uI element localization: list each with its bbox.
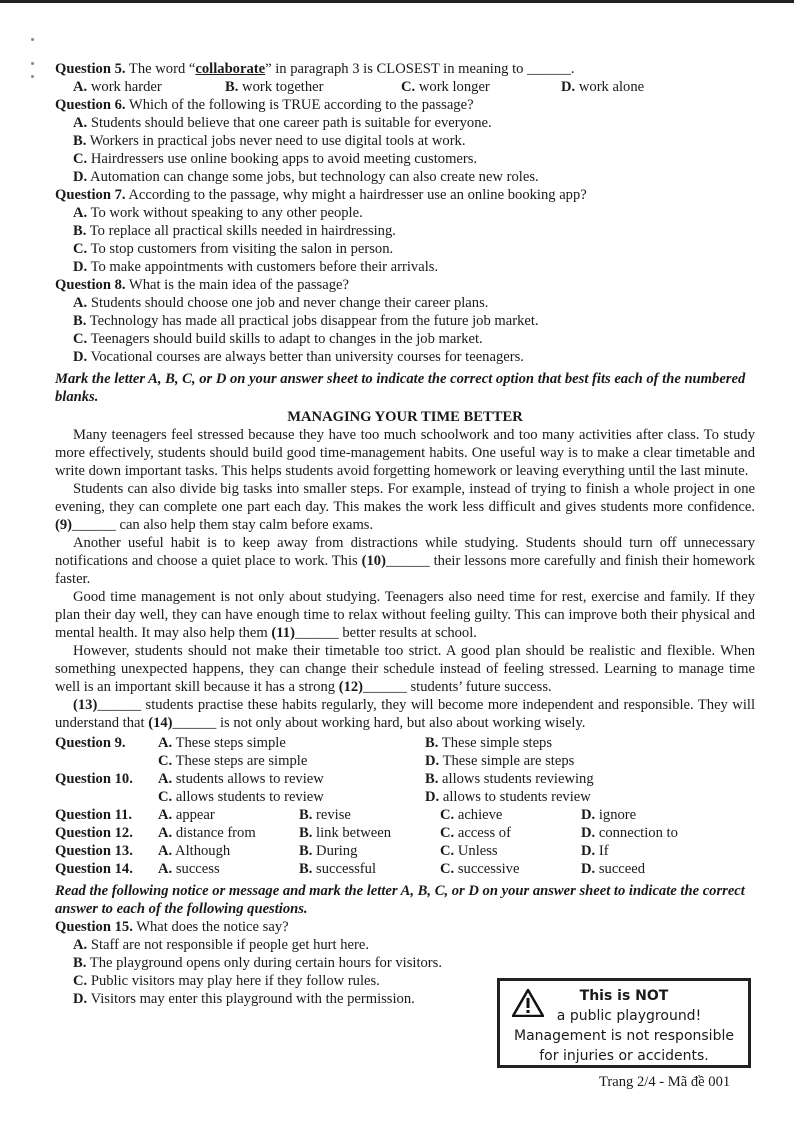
option-d[interactable] xyxy=(425,788,692,806)
option-c[interactable] xyxy=(440,824,581,842)
option-b[interactable] xyxy=(299,806,440,824)
option-letter: C. xyxy=(440,807,455,823)
option-letter: A. xyxy=(73,205,88,221)
option-text: success xyxy=(172,861,220,877)
question-label: Question 13. xyxy=(55,843,133,859)
question-label: Question 10. xyxy=(55,771,133,787)
option-letter: B. xyxy=(73,133,87,149)
question-label: Question 8. xyxy=(55,277,126,293)
option-letter: B. xyxy=(225,79,239,95)
blank-9: (9) xyxy=(55,517,73,533)
blank-13: (13) xyxy=(73,697,98,713)
option-text: work together xyxy=(238,79,324,95)
option-letter: D. xyxy=(561,79,576,95)
option-letter: D. xyxy=(73,259,88,275)
option-letter: B. xyxy=(299,807,313,823)
option-letter: D. xyxy=(425,753,440,769)
option-b[interactable] xyxy=(299,842,440,860)
option-a[interactable] xyxy=(158,824,299,842)
option-text: To stop customers from visiting the salon in person. xyxy=(87,241,394,257)
option-letter: A. xyxy=(158,807,173,823)
option-d[interactable] xyxy=(561,78,644,96)
option-b[interactable] xyxy=(225,78,401,96)
option-letter: C. xyxy=(440,861,455,877)
paragraph-text: Students can also divide big tasks into smaller steps. For example, instead of trying to finish a whole project in one evening, they can complete one part each day. This makes the work less difficult and gives students more confidence. xyxy=(55,481,755,515)
label-spacer xyxy=(55,752,158,770)
option-letter: D. xyxy=(73,991,88,1007)
blank-14: (14) xyxy=(148,715,173,731)
paragraph-text: ______ can also help them stay calm before exams. xyxy=(72,517,374,533)
option-letter: D. xyxy=(425,789,440,805)
option-text: revise xyxy=(312,807,351,823)
option-text: To make appointments with customers before their arrivals. xyxy=(87,259,439,275)
option-letter: C. xyxy=(440,825,455,841)
option-text: successive xyxy=(454,861,520,877)
option-text: To replace all practical skills needed in hairdressing. xyxy=(86,223,396,239)
page-footer: Trang 2/4 - Mã đề 001 xyxy=(599,1074,731,1090)
option-text: Automation can change some jobs, but technology can also create new roles. xyxy=(87,169,539,185)
passage-paragraph-3 xyxy=(55,534,755,588)
option-a[interactable] xyxy=(55,294,755,312)
question-14-row xyxy=(55,860,755,878)
question-text: ” in paragraph 3 is CLOSEST in meaning to ______. xyxy=(265,61,575,77)
option-text: work harder xyxy=(87,79,162,95)
option-d[interactable] xyxy=(55,168,755,186)
question-9-row2 xyxy=(55,752,755,770)
option-text: These steps simple xyxy=(172,735,286,751)
option-text: Students should choose one job and never change their career plans. xyxy=(87,295,489,311)
passage-title: MANAGING YOUR TIME BETTER xyxy=(287,409,523,425)
option-text: The playground opens only during certain hours for visitors. xyxy=(86,955,442,971)
option-letter: D. xyxy=(581,825,596,841)
question-label: Question 12. xyxy=(55,825,133,841)
option-a[interactable] xyxy=(158,770,425,788)
keyword-collaborate: collaborate xyxy=(195,61,266,77)
scan-dot xyxy=(31,38,34,41)
option-text: Although xyxy=(172,843,231,859)
option-c[interactable] xyxy=(440,860,581,878)
notice-line-3: Management is not responsible xyxy=(514,1028,734,1044)
option-c[interactable] xyxy=(158,788,425,806)
paragraph-text: ______ better results at school. xyxy=(294,625,477,641)
blank-12: (12) xyxy=(338,679,364,695)
instruction-notice: Read the following notice or message and mark the letter A, B, C, or D on your answer sheet to indicate the correct answer to each of the following questions. xyxy=(55,883,745,917)
option-text: work longer xyxy=(415,79,490,95)
option-c[interactable] xyxy=(55,330,755,348)
option-b[interactable] xyxy=(55,954,485,972)
question-label: Question 14. xyxy=(55,861,133,877)
notice-line-1: This is NOT xyxy=(579,988,669,1004)
option-text: ignore xyxy=(595,807,637,823)
scan-dot xyxy=(31,62,34,65)
option-text: allows students reviewing xyxy=(438,771,594,787)
question-5 xyxy=(55,60,755,96)
option-a[interactable] xyxy=(158,734,425,752)
question-13-row xyxy=(55,842,755,860)
question-5-stem xyxy=(55,60,755,78)
option-letter: C. xyxy=(73,331,88,347)
option-text: If xyxy=(595,843,609,859)
question-10-row2 xyxy=(55,788,755,806)
question-text: The word “ xyxy=(125,61,196,77)
passage-paragraph-5 xyxy=(55,642,755,696)
question-text: According to the passage, why might a hairdresser use an online booking app? xyxy=(125,187,587,203)
option-text: Public visitors may play here if they follow rules. xyxy=(87,973,380,989)
option-a[interactable] xyxy=(158,806,299,824)
blank-11: (11) xyxy=(271,625,295,641)
option-letter: A. xyxy=(73,115,88,131)
question-7 xyxy=(55,186,755,276)
question-11-row xyxy=(55,806,755,824)
option-text: Vocational courses are always better than university courses for teenagers. xyxy=(87,349,524,365)
option-letter: A. xyxy=(158,771,173,787)
option-text: These steps are simple xyxy=(172,753,308,769)
question-8-stem xyxy=(55,276,755,294)
option-text: These simple steps xyxy=(438,735,553,751)
option-text: To work without speaking to any other people. xyxy=(87,205,363,221)
cloze-choices xyxy=(55,734,755,878)
option-b[interactable] xyxy=(55,132,755,150)
option-d[interactable] xyxy=(581,842,609,860)
option-letter: B. xyxy=(299,843,313,859)
passage-paragraph-1: Many teenagers feel stressed because they have too much schoolwork and too many activities after class. To study more effectively, students should build good time-management habits. One useful way is to make a clear timetable and write down important tasks. This helps students avoid forgetting homework or leaving everything until the last minute. xyxy=(55,427,755,479)
question-8 xyxy=(55,276,755,366)
paragraph-text: ______ their lessons more carefully and finish their homework faster. xyxy=(55,553,755,587)
question-label: Question 5. xyxy=(55,61,126,77)
blank-10: (10) xyxy=(361,553,386,569)
option-letter: A. xyxy=(158,825,173,841)
option-letter: A. xyxy=(158,843,173,859)
option-letter: B. xyxy=(299,825,313,841)
question-12-row xyxy=(55,824,755,842)
option-letter: A. xyxy=(158,861,173,877)
passage-paragraph-2 xyxy=(55,480,755,534)
option-c[interactable] xyxy=(55,972,485,990)
option-b[interactable] xyxy=(425,734,692,752)
option-text: Students should believe that one career path is suitable for everyone. xyxy=(87,115,492,131)
exam-page xyxy=(55,60,755,1008)
option-d[interactable] xyxy=(55,348,755,366)
option-letter: B. xyxy=(73,223,87,239)
question-10-row1 xyxy=(55,770,755,788)
option-text: achieve xyxy=(454,807,503,823)
option-text: succeed xyxy=(595,861,646,877)
option-text: allows students to review xyxy=(172,789,324,805)
question-label: Question 11. xyxy=(55,807,133,823)
option-letter: C. xyxy=(73,151,88,167)
option-text: Teenagers should build skills to adapt to changes in the job market. xyxy=(87,331,483,347)
question-15-stem xyxy=(55,918,485,936)
paragraph-text: ______ is not only about working hard, but also about working wisely. xyxy=(172,715,586,731)
question-6 xyxy=(55,96,755,186)
option-letter: B. xyxy=(425,735,439,751)
paragraph-text: ______ students practise these habits regularly, they will become more independent and responsible. They will understand that xyxy=(55,697,755,731)
option-c[interactable] xyxy=(55,150,755,168)
option-d[interactable] xyxy=(425,752,692,770)
question-15 xyxy=(55,918,485,1008)
question-label: Question 9. xyxy=(55,735,126,751)
option-text: students allows to review xyxy=(172,771,324,787)
option-c[interactable] xyxy=(440,842,581,860)
question-label: Question 7. xyxy=(55,187,126,203)
option-letter: B. xyxy=(73,313,87,329)
option-letter: A. xyxy=(158,735,173,751)
warning-triangle-icon xyxy=(512,989,544,1017)
option-text: Technology has made all practical jobs disappear from the future job market. xyxy=(86,313,539,329)
option-letter: C. xyxy=(401,79,416,95)
option-letter: C. xyxy=(158,789,173,805)
option-c[interactable] xyxy=(440,806,581,824)
option-letter: D. xyxy=(73,349,88,365)
question-text: What does the notice say? xyxy=(132,919,289,935)
option-b[interactable] xyxy=(299,824,440,842)
option-letter: C. xyxy=(440,843,455,859)
option-c[interactable] xyxy=(158,752,425,770)
option-b[interactable] xyxy=(55,312,755,330)
option-text: connection to xyxy=(595,825,678,841)
question-9-row1 xyxy=(55,734,755,752)
option-letter: C. xyxy=(73,241,88,257)
question-5-options xyxy=(55,78,755,96)
scan-dot xyxy=(31,75,34,78)
notice-sign xyxy=(497,978,751,1068)
option-a[interactable] xyxy=(55,204,755,222)
option-letter: A. xyxy=(73,79,88,95)
option-letter: A. xyxy=(73,295,88,311)
instruction-cloze: Mark the letter A, B, C, or D on your answer sheet to indicate the correct option that best fits each of the numbered blanks. xyxy=(55,371,746,405)
option-a[interactable] xyxy=(55,936,485,954)
option-text: Workers in practical jobs never need to use digital tools at work. xyxy=(86,133,466,149)
option-letter: C. xyxy=(73,973,88,989)
option-text: These simple are steps xyxy=(439,753,575,769)
option-text: appear xyxy=(172,807,215,823)
option-letter: B. xyxy=(73,955,87,971)
paragraph-text: ______ students’ future success. xyxy=(363,679,552,695)
option-d[interactable] xyxy=(581,860,645,878)
option-b[interactable] xyxy=(55,222,755,240)
option-text: access of xyxy=(454,825,511,841)
option-letter: D. xyxy=(581,861,596,877)
top-border-line xyxy=(0,0,794,3)
option-text: Unless xyxy=(454,843,498,859)
notice-line-2: a public playground! xyxy=(556,1008,702,1024)
question-text: Which of the following is TRUE according to the passage? xyxy=(125,97,474,113)
option-letter: C. xyxy=(158,753,173,769)
option-a[interactable] xyxy=(55,114,755,132)
option-c[interactable] xyxy=(401,78,561,96)
option-letter: D. xyxy=(581,807,596,823)
option-text: During xyxy=(312,843,358,859)
question-6-stem xyxy=(55,96,755,114)
option-text: Staff are not responsible if people get hurt here. xyxy=(87,937,369,953)
option-text: successful xyxy=(312,861,377,877)
passage-paragraph-4 xyxy=(55,588,755,642)
option-d[interactable] xyxy=(55,258,755,276)
paragraph-text: Good time management is not only about studying. Teenagers also need time for rest, exercise and family. If they plan their day well, they can have enough time to relax without feeling guilty. This can improve both their physical and mental health. It may also help them xyxy=(55,589,755,641)
question-label: Question 15. xyxy=(55,919,133,935)
paragraph-text: Another useful habit is to keep away from distractions while studying. Students should turn off unnecessary notifications and choose a quiet place to work. This xyxy=(55,535,755,569)
option-b[interactable] xyxy=(299,860,440,878)
option-letter: A. xyxy=(73,937,88,953)
option-a[interactable] xyxy=(73,78,225,96)
option-d[interactable] xyxy=(581,806,636,824)
option-text: work alone xyxy=(575,79,645,95)
question-text: What is the main idea of the passage? xyxy=(125,277,349,293)
option-d[interactable] xyxy=(55,990,485,1008)
option-letter: B. xyxy=(299,861,313,877)
passage-paragraph-6 xyxy=(55,696,755,732)
option-text: link between xyxy=(312,825,392,841)
option-text: Visitors may enter this playground with the permission. xyxy=(87,991,415,1007)
option-a[interactable] xyxy=(158,860,299,878)
option-a[interactable] xyxy=(158,842,299,860)
notice-line-4: for injuries or accidents. xyxy=(539,1048,709,1064)
option-d[interactable] xyxy=(581,824,678,842)
question-label: Question 6. xyxy=(55,97,126,113)
label-spacer xyxy=(55,788,158,806)
option-text: distance from xyxy=(172,825,256,841)
option-letter: B. xyxy=(425,771,439,787)
option-text: allows to students review xyxy=(439,789,591,805)
option-letter: D. xyxy=(581,843,596,859)
option-b[interactable] xyxy=(425,770,692,788)
option-c[interactable] xyxy=(55,240,755,258)
question-7-stem xyxy=(55,186,755,204)
paragraph-text: However, students should not make their timetable too strict. A good plan should be realistic and flexible. When something unexpected happens, they can change their schedule instead of feeling stressed. Learning to manage time well is an important skill because it has a strong xyxy=(55,643,755,695)
option-text: Hairdressers use online booking apps to avoid meeting customers. xyxy=(87,151,478,167)
option-letter: D. xyxy=(73,169,88,185)
